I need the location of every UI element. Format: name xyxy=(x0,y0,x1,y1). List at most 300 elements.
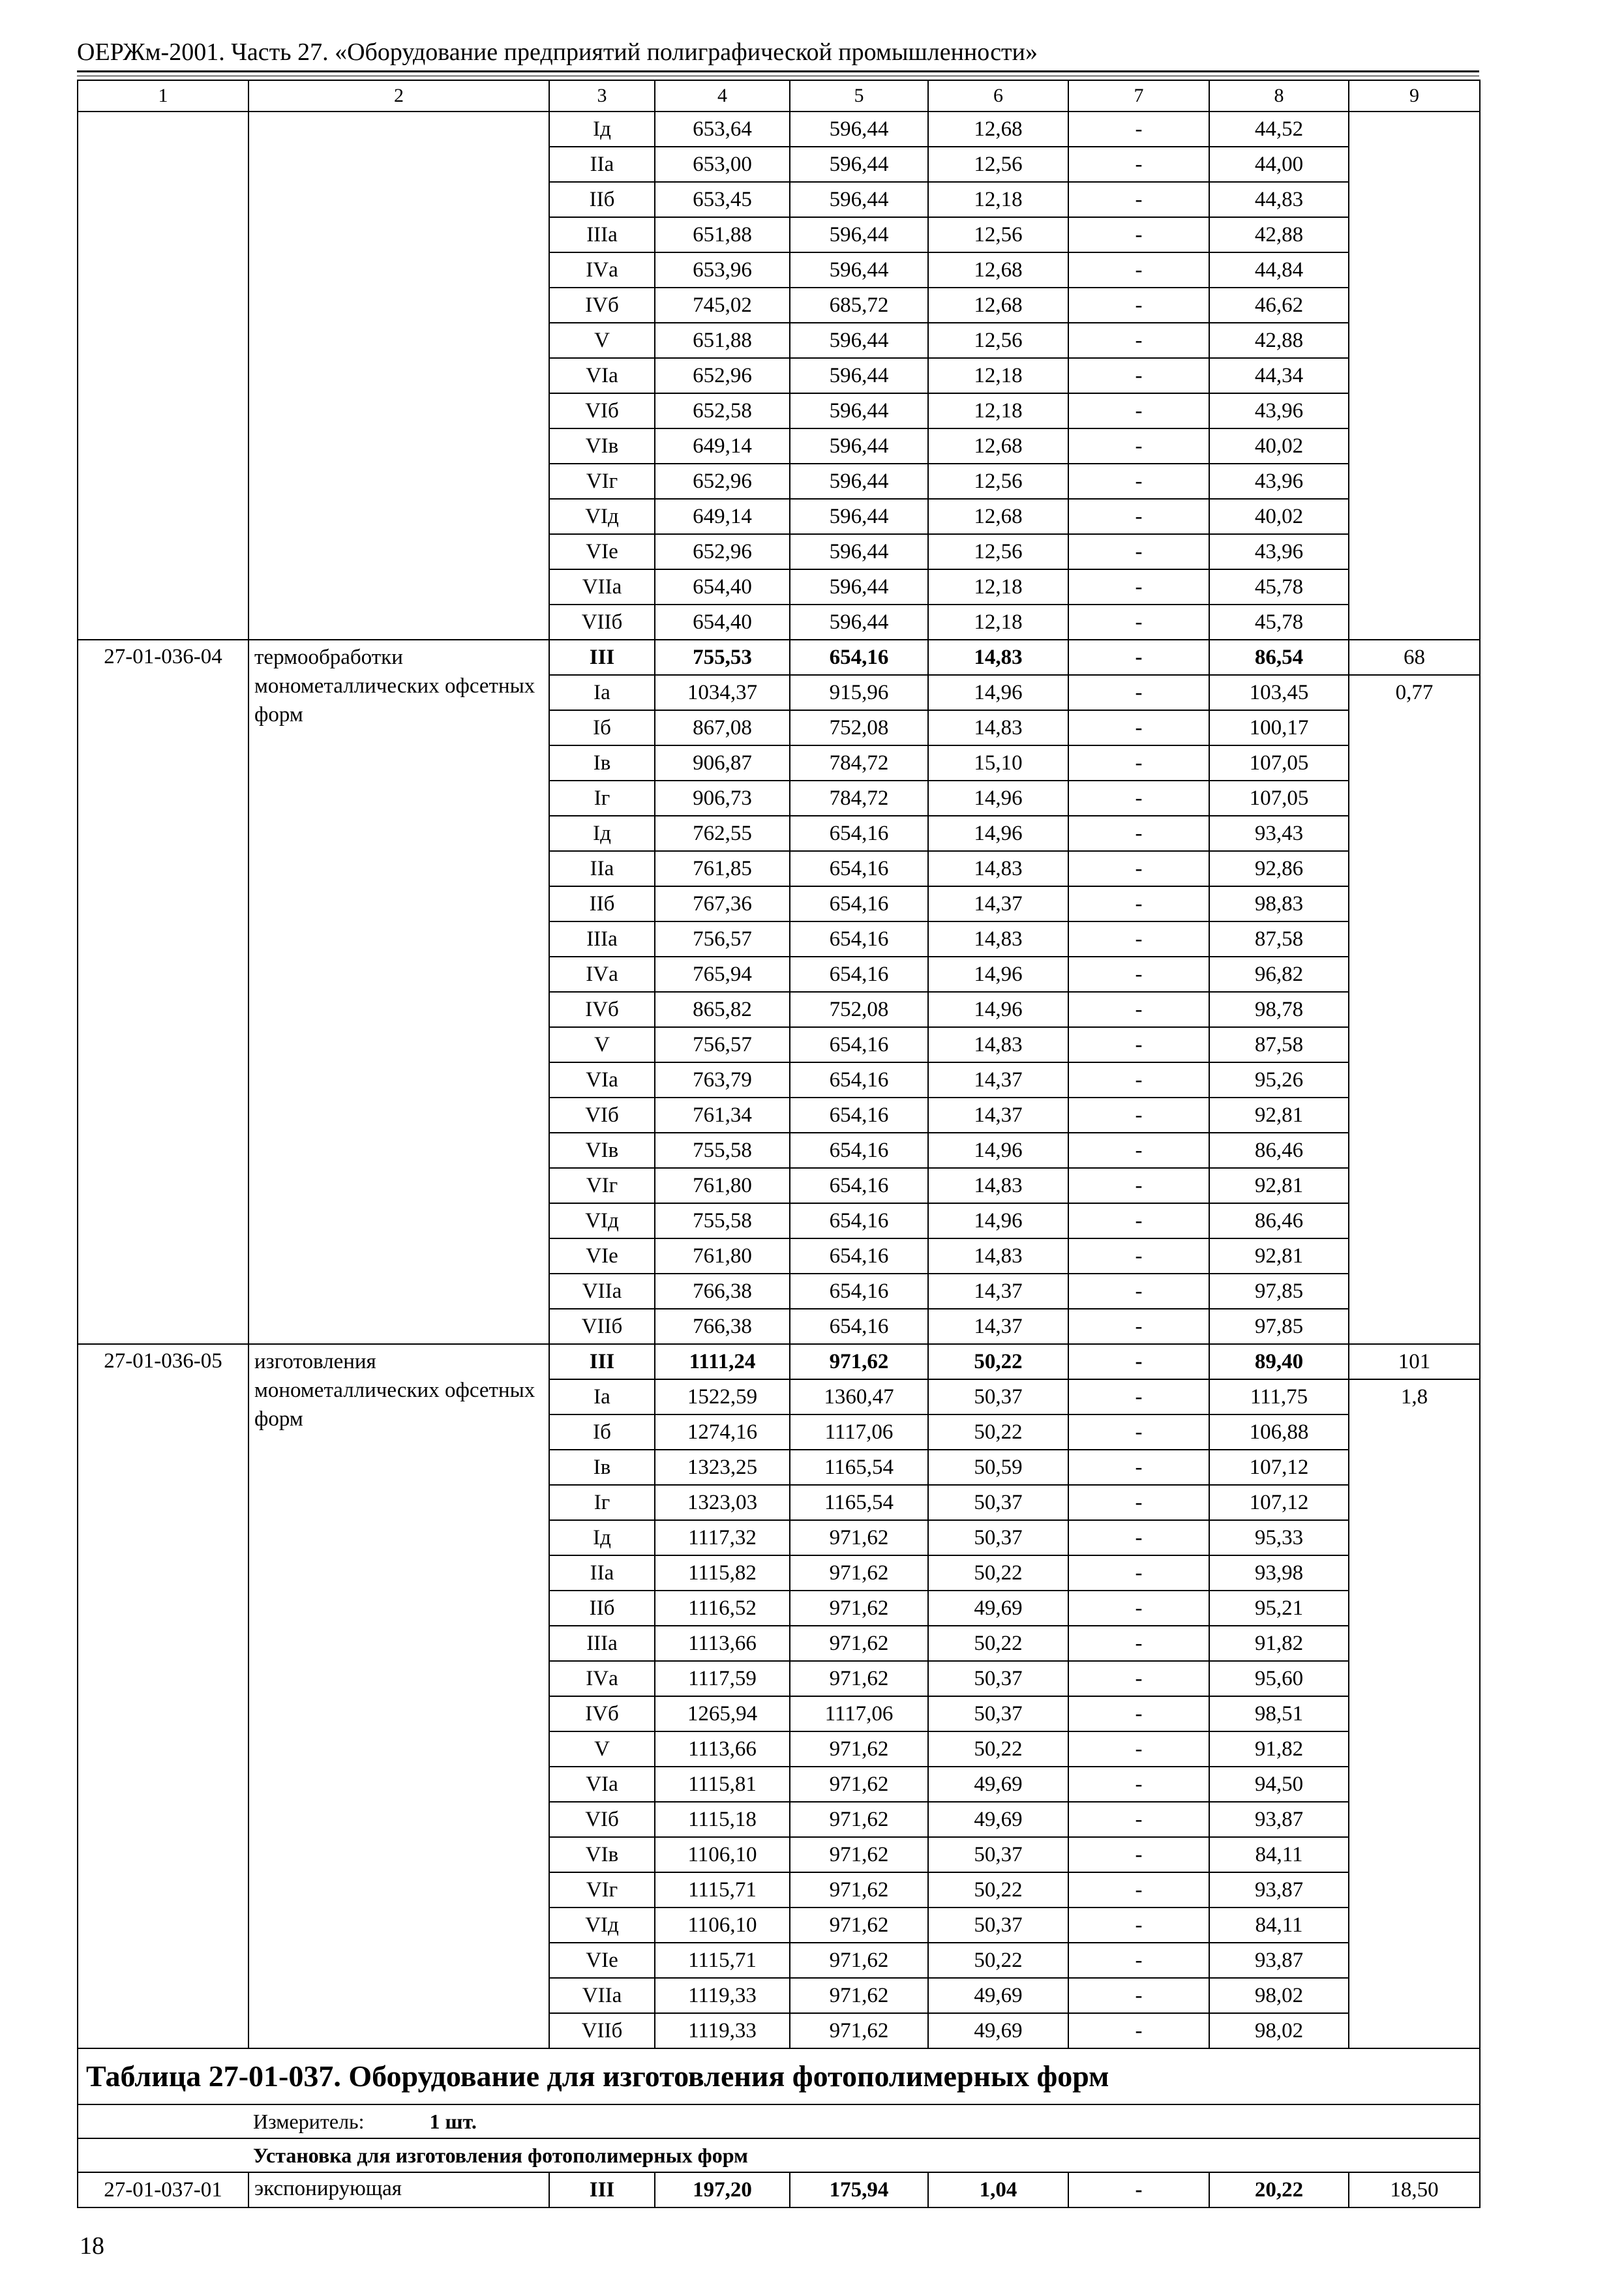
value-cell: 14,96 xyxy=(928,992,1068,1027)
code-cell: 27-01-037-01 xyxy=(78,2172,248,2207)
value-cell: 784,72 xyxy=(790,745,928,781)
value-cell: IIIа xyxy=(549,1626,655,1661)
value-cell: VIб xyxy=(549,1098,655,1133)
value-cell: 654,16 xyxy=(790,1309,928,1344)
value-cell: VIд xyxy=(549,499,655,534)
value-cell: 97,85 xyxy=(1209,1274,1349,1309)
value-cell: 654,16 xyxy=(790,1274,928,1309)
value-cell: 1115,71 xyxy=(655,1943,790,1978)
value-cell: 756,57 xyxy=(655,921,790,957)
value-cell: 111,75 xyxy=(1209,1379,1349,1414)
value-cell: 98,51 xyxy=(1209,1696,1349,1731)
value-cell: 12,18 xyxy=(928,182,1068,217)
value-cell: 103,45 xyxy=(1209,675,1349,710)
value-cell: 12,56 xyxy=(928,217,1068,252)
value-cell: - xyxy=(1068,745,1209,781)
value-cell: 596,44 xyxy=(790,182,928,217)
value-cell: VIа xyxy=(549,1062,655,1098)
value-cell: 98,78 xyxy=(1209,992,1349,1027)
value-cell: 1265,94 xyxy=(655,1696,790,1731)
value-cell: 40,02 xyxy=(1209,499,1349,534)
value-cell: 87,58 xyxy=(1209,921,1349,957)
table-row xyxy=(78,2172,1480,2207)
value-cell: - xyxy=(1068,921,1209,957)
price-table xyxy=(77,80,1481,2208)
value-cell: 1115,82 xyxy=(655,1555,790,1591)
value-cell: VIIб xyxy=(549,2013,655,2048)
value-cell: 685,72 xyxy=(790,288,928,323)
extra-cell: 68 xyxy=(1349,640,1480,675)
column-number: 9 xyxy=(1349,80,1480,112)
value-cell: 1119,33 xyxy=(655,2013,790,2048)
value-cell: IIIа xyxy=(549,217,655,252)
value-cell: - xyxy=(1068,1696,1209,1731)
value-cell: VIе xyxy=(549,534,655,569)
value-cell: 971,62 xyxy=(790,1767,928,1802)
value-cell: 95,26 xyxy=(1209,1062,1349,1098)
value-cell: - xyxy=(1068,1591,1209,1626)
value-cell: 175,94 xyxy=(790,2172,928,2207)
value-cell: 12,56 xyxy=(928,464,1068,499)
value-cell: 596,44 xyxy=(790,464,928,499)
value-cell: IVб xyxy=(549,288,655,323)
value-cell: 596,44 xyxy=(790,147,928,182)
value-cell: 95,21 xyxy=(1209,1591,1349,1626)
value-cell: 96,82 xyxy=(1209,957,1349,992)
value-cell: 87,58 xyxy=(1209,1027,1349,1062)
value-cell: 12,68 xyxy=(928,499,1068,534)
value-cell: 50,22 xyxy=(928,1626,1068,1661)
value-cell: 95,60 xyxy=(1209,1661,1349,1696)
value-cell: 755,58 xyxy=(655,1133,790,1168)
value-cell: - xyxy=(1068,288,1209,323)
value-cell: VIIа xyxy=(549,1274,655,1309)
value-cell: - xyxy=(1068,1379,1209,1414)
code-cell xyxy=(78,112,248,640)
value-cell: 12,68 xyxy=(928,252,1068,288)
value-cell: 44,83 xyxy=(1209,182,1349,217)
value-cell: 1113,66 xyxy=(655,1731,790,1767)
value-cell: IIб xyxy=(549,1591,655,1626)
value-cell: 865,82 xyxy=(655,992,790,1027)
value-cell: V xyxy=(549,1731,655,1767)
value-cell: 971,62 xyxy=(790,1978,928,2013)
page-header: ОЕРЖм-2001. Часть 27. «Оборудование предприятий полиграфической промышленности» xyxy=(77,38,1038,66)
value-cell: 1165,54 xyxy=(790,1450,928,1485)
value-cell: - xyxy=(1068,1203,1209,1238)
value-cell: 12,56 xyxy=(928,147,1068,182)
value-cell: 93,43 xyxy=(1209,816,1349,851)
value-cell: 1117,06 xyxy=(790,1696,928,1731)
value-cell: 1323,03 xyxy=(655,1485,790,1520)
value-cell: 100,17 xyxy=(1209,710,1349,745)
measure-cell xyxy=(78,2104,1480,2138)
value-cell: 14,83 xyxy=(928,1027,1068,1062)
value-cell: - xyxy=(1068,1837,1209,1872)
value-cell: 50,37 xyxy=(928,1485,1068,1520)
page-number: 18 xyxy=(80,2232,104,2260)
column-number: 3 xyxy=(549,80,655,112)
value-cell: IVа xyxy=(549,252,655,288)
value-cell: - xyxy=(1068,499,1209,534)
value-cell: 1116,52 xyxy=(655,1591,790,1626)
value-cell: III xyxy=(549,640,655,675)
value-cell: 756,57 xyxy=(655,1027,790,1062)
measure-value: 1 шт. xyxy=(429,2110,477,2133)
value-cell: 14,83 xyxy=(928,640,1068,675)
value-cell: Iд xyxy=(549,1520,655,1555)
value-cell: VIг xyxy=(549,1168,655,1203)
name-cell xyxy=(248,112,549,640)
value-cell: 44,34 xyxy=(1209,358,1349,393)
value-cell: 40,02 xyxy=(1209,428,1349,464)
value-cell: - xyxy=(1068,816,1209,851)
value-cell: - xyxy=(1068,1767,1209,1802)
value-cell: - xyxy=(1068,1450,1209,1485)
table-row xyxy=(78,1344,1480,1379)
value-cell: 971,62 xyxy=(790,1802,928,1837)
value-cell: 50,37 xyxy=(928,1520,1068,1555)
value-cell: - xyxy=(1068,217,1209,252)
value-cell: 14,96 xyxy=(928,675,1068,710)
value-cell: 1323,25 xyxy=(655,1450,790,1485)
value-cell: 97,85 xyxy=(1209,1309,1349,1344)
value-cell: 1115,71 xyxy=(655,1872,790,1908)
code-cell: 27-01-036-04 xyxy=(78,640,248,1344)
value-cell: - xyxy=(1068,992,1209,1027)
value-cell: VIIб xyxy=(549,605,655,640)
value-cell: - xyxy=(1068,1520,1209,1555)
value-cell: 14,83 xyxy=(928,710,1068,745)
value-cell: 50,37 xyxy=(928,1661,1068,1696)
value-cell: 12,18 xyxy=(928,358,1068,393)
value-cell: 49,69 xyxy=(928,1767,1068,1802)
value-cell: 44,52 xyxy=(1209,112,1349,147)
value-cell: 50,22 xyxy=(928,1943,1068,1978)
value-cell: 971,62 xyxy=(790,2013,928,2048)
value-cell: 12,18 xyxy=(928,569,1068,605)
value-cell: 654,16 xyxy=(790,1133,928,1168)
value-cell: VIд xyxy=(549,1203,655,1238)
table-row xyxy=(78,640,1480,675)
value-cell: 654,16 xyxy=(790,1168,928,1203)
value-cell: 50,37 xyxy=(928,1696,1068,1731)
value-cell: 971,62 xyxy=(790,1661,928,1696)
value-cell: - xyxy=(1068,1414,1209,1450)
value-cell: - xyxy=(1068,252,1209,288)
value-cell: Iб xyxy=(549,1414,655,1450)
value-cell: 752,08 xyxy=(790,710,928,745)
value-cell: IIб xyxy=(549,886,655,921)
price-table-wrap xyxy=(77,80,1479,2208)
value-cell: 1115,18 xyxy=(655,1802,790,1837)
value-cell: 971,62 xyxy=(790,1591,928,1626)
column-number: 1 xyxy=(78,80,248,112)
extra-cell: 1,8 xyxy=(1349,1379,1480,2048)
value-cell: 971,62 xyxy=(790,1520,928,1555)
value-cell: 49,69 xyxy=(928,2013,1068,2048)
value-cell: 971,62 xyxy=(790,1731,928,1767)
value-cell: 653,00 xyxy=(655,147,790,182)
value-cell: IVб xyxy=(549,1696,655,1731)
value-cell: 971,62 xyxy=(790,1555,928,1591)
value-cell: 1,04 xyxy=(928,2172,1068,2207)
value-cell: 755,58 xyxy=(655,1203,790,1238)
value-cell: IIа xyxy=(549,147,655,182)
value-cell: 1117,32 xyxy=(655,1520,790,1555)
value-cell: 1113,66 xyxy=(655,1626,790,1661)
value-cell: 915,96 xyxy=(790,675,928,710)
value-cell: - xyxy=(1068,147,1209,182)
value-cell: 107,05 xyxy=(1209,745,1349,781)
value-cell: 14,83 xyxy=(928,1168,1068,1203)
value-cell: 906,87 xyxy=(655,745,790,781)
value-cell: Iб xyxy=(549,710,655,745)
value-cell: 84,11 xyxy=(1209,1908,1349,1943)
value-cell: Iд xyxy=(549,112,655,147)
name-cell: термообработки монометаллических офсетных форм xyxy=(248,640,549,1344)
value-cell: VIе xyxy=(549,1943,655,1978)
value-cell: - xyxy=(1068,957,1209,992)
value-cell: 596,44 xyxy=(790,499,928,534)
value-cell: 86,46 xyxy=(1209,1203,1349,1238)
value-cell: - xyxy=(1068,851,1209,886)
section-row xyxy=(78,2138,1480,2172)
value-cell: - xyxy=(1068,1309,1209,1344)
value-cell: - xyxy=(1068,1062,1209,1098)
column-number: 2 xyxy=(248,80,549,112)
value-cell: 1522,59 xyxy=(655,1379,790,1414)
table-title: Таблица 27-01-037. Оборудование для изготовления фотополимерных форм xyxy=(78,2048,1480,2104)
value-cell: 649,14 xyxy=(655,499,790,534)
value-cell: 94,50 xyxy=(1209,1767,1349,1802)
value-cell: 86,46 xyxy=(1209,1133,1349,1168)
code-cell: 27-01-036-05 xyxy=(78,1344,248,2048)
value-cell: 971,62 xyxy=(790,1943,928,1978)
value-cell: 12,18 xyxy=(928,393,1068,428)
value-cell: 765,94 xyxy=(655,957,790,992)
value-cell: 971,62 xyxy=(790,1344,928,1379)
value-cell: 654,16 xyxy=(790,921,928,957)
value-cell: 971,62 xyxy=(790,1872,928,1908)
value-cell: 906,73 xyxy=(655,781,790,816)
value-cell: 45,78 xyxy=(1209,605,1349,640)
value-cell: 44,00 xyxy=(1209,147,1349,182)
value-cell: 767,36 xyxy=(655,886,790,921)
value-cell: 652,58 xyxy=(655,393,790,428)
value-cell: 745,02 xyxy=(655,288,790,323)
column-numbers-row xyxy=(78,80,1480,112)
value-cell: - xyxy=(1068,1802,1209,1837)
value-cell: 14,96 xyxy=(928,1133,1068,1168)
value-cell: IVа xyxy=(549,957,655,992)
value-cell: 107,12 xyxy=(1209,1485,1349,1520)
value-cell: 971,62 xyxy=(790,1837,928,1872)
value-cell: 653,96 xyxy=(655,252,790,288)
value-cell: IIб xyxy=(549,182,655,217)
column-number: 7 xyxy=(1068,80,1209,112)
value-cell: - xyxy=(1068,1274,1209,1309)
value-cell: 44,84 xyxy=(1209,252,1349,288)
value-cell: 1117,59 xyxy=(655,1661,790,1696)
value-cell: 42,88 xyxy=(1209,217,1349,252)
value-cell: Iв xyxy=(549,745,655,781)
value-cell: 596,44 xyxy=(790,534,928,569)
value-cell: 752,08 xyxy=(790,992,928,1027)
value-cell: 98,02 xyxy=(1209,2013,1349,2048)
value-cell: 654,16 xyxy=(790,1203,928,1238)
value-cell: Iа xyxy=(549,1379,655,1414)
value-cell: VIб xyxy=(549,1802,655,1837)
value-cell: - xyxy=(1068,1626,1209,1661)
value-cell: 92,81 xyxy=(1209,1238,1349,1274)
value-cell: - xyxy=(1068,464,1209,499)
value-cell: - xyxy=(1068,1872,1209,1908)
value-cell: 784,72 xyxy=(790,781,928,816)
value-cell: 1117,06 xyxy=(790,1414,928,1450)
value-cell: - xyxy=(1068,1908,1209,1943)
value-cell: - xyxy=(1068,534,1209,569)
value-cell: 107,12 xyxy=(1209,1450,1349,1485)
value-cell: VIб xyxy=(549,393,655,428)
value-cell: Iд xyxy=(549,816,655,851)
value-cell: - xyxy=(1068,323,1209,358)
value-cell: - xyxy=(1068,358,1209,393)
value-cell: - xyxy=(1068,1133,1209,1168)
value-cell: 654,40 xyxy=(655,605,790,640)
value-cell: IVб xyxy=(549,992,655,1027)
value-cell: 106,88 xyxy=(1209,1414,1349,1450)
value-cell: - xyxy=(1068,1098,1209,1133)
value-cell: 14,37 xyxy=(928,1309,1068,1344)
value-cell: 50,37 xyxy=(928,1908,1068,1943)
value-cell: 49,69 xyxy=(928,1591,1068,1626)
value-cell: 98,83 xyxy=(1209,886,1349,921)
column-number: 8 xyxy=(1209,80,1349,112)
value-cell: 49,69 xyxy=(928,1802,1068,1837)
value-cell: - xyxy=(1068,182,1209,217)
value-cell: - xyxy=(1068,1731,1209,1767)
value-cell: 45,78 xyxy=(1209,569,1349,605)
value-cell: 652,96 xyxy=(655,358,790,393)
value-cell: 653,64 xyxy=(655,112,790,147)
value-cell: 14,96 xyxy=(928,816,1068,851)
value-cell: Iг xyxy=(549,781,655,816)
value-cell: 654,16 xyxy=(790,816,928,851)
value-cell: 651,88 xyxy=(655,217,790,252)
value-cell: 761,80 xyxy=(655,1238,790,1274)
value-cell: VIIа xyxy=(549,569,655,605)
value-cell: 12,68 xyxy=(928,112,1068,147)
value-cell: 654,16 xyxy=(790,1098,928,1133)
value-cell: VIа xyxy=(549,358,655,393)
value-cell: 50,22 xyxy=(928,1344,1068,1379)
value-cell: 50,22 xyxy=(928,1414,1068,1450)
value-cell: 14,96 xyxy=(928,1203,1068,1238)
column-number: 4 xyxy=(655,80,790,112)
value-cell: VIд xyxy=(549,1908,655,1943)
value-cell: 596,44 xyxy=(790,252,928,288)
value-cell: 43,96 xyxy=(1209,393,1349,428)
value-cell: 653,45 xyxy=(655,182,790,217)
value-cell: - xyxy=(1068,1485,1209,1520)
value-cell: 971,62 xyxy=(790,1626,928,1661)
value-cell: 654,16 xyxy=(790,957,928,992)
value-cell: 14,37 xyxy=(928,886,1068,921)
value-cell: VIе xyxy=(549,1238,655,1274)
value-cell: - xyxy=(1068,569,1209,605)
value-cell: VIв xyxy=(549,1837,655,1872)
value-cell: 761,80 xyxy=(655,1168,790,1203)
table-title-row xyxy=(78,2048,1480,2104)
value-cell: 93,98 xyxy=(1209,1555,1349,1591)
value-cell: 50,37 xyxy=(928,1837,1068,1872)
value-cell: 652,96 xyxy=(655,464,790,499)
value-cell: 42,88 xyxy=(1209,323,1349,358)
section-title: Установка для изготовления фотополимерных форм xyxy=(78,2138,1480,2172)
value-cell: - xyxy=(1068,393,1209,428)
value-cell: 1034,37 xyxy=(655,675,790,710)
value-cell: 49,69 xyxy=(928,1978,1068,2013)
value-cell: 1360,47 xyxy=(790,1379,928,1414)
value-cell: 12,56 xyxy=(928,323,1068,358)
value-cell: VIIб xyxy=(549,1309,655,1344)
value-cell: 761,34 xyxy=(655,1098,790,1133)
value-cell: 652,96 xyxy=(655,534,790,569)
value-cell: 197,20 xyxy=(655,2172,790,2207)
value-cell: 596,44 xyxy=(790,323,928,358)
value-cell: IIа xyxy=(549,851,655,886)
value-cell: 14,37 xyxy=(928,1062,1068,1098)
value-cell: 596,44 xyxy=(790,428,928,464)
measure-row xyxy=(78,2104,1480,2138)
value-cell: IIа xyxy=(549,1555,655,1591)
value-cell: 596,44 xyxy=(790,358,928,393)
value-cell: - xyxy=(1068,781,1209,816)
name-cell: экспонирующая xyxy=(248,2172,549,2207)
value-cell: VIв xyxy=(549,1133,655,1168)
value-cell: 92,86 xyxy=(1209,851,1349,886)
value-cell: - xyxy=(1068,112,1209,147)
value-cell: 86,54 xyxy=(1209,640,1349,675)
value-cell: 93,87 xyxy=(1209,1872,1349,1908)
value-cell: IVа xyxy=(549,1661,655,1696)
value-cell: 596,44 xyxy=(790,112,928,147)
value-cell: - xyxy=(1068,2013,1209,2048)
value-cell: 596,44 xyxy=(790,393,928,428)
value-cell: 20,22 xyxy=(1209,2172,1349,2207)
value-cell: 12,18 xyxy=(928,605,1068,640)
value-cell: VIIа xyxy=(549,1978,655,2013)
value-cell: 95,33 xyxy=(1209,1520,1349,1555)
value-cell: 12,56 xyxy=(928,534,1068,569)
value-cell: 596,44 xyxy=(790,569,928,605)
value-cell: 651,88 xyxy=(655,323,790,358)
value-cell: III xyxy=(549,2172,655,2207)
header-rule xyxy=(77,70,1479,72)
value-cell: 46,62 xyxy=(1209,288,1349,323)
value-cell: 14,37 xyxy=(928,1274,1068,1309)
value-cell: 50,22 xyxy=(928,1555,1068,1591)
value-cell: 761,85 xyxy=(655,851,790,886)
value-cell: 1106,10 xyxy=(655,1837,790,1872)
measure-label: Измеритель: xyxy=(253,2110,365,2133)
value-cell: 1106,10 xyxy=(655,1908,790,1943)
value-cell: 649,14 xyxy=(655,428,790,464)
value-cell: 93,87 xyxy=(1209,1943,1349,1978)
extra-cell: 18,50 xyxy=(1349,2172,1480,2207)
value-cell: Iв xyxy=(549,1450,655,1485)
